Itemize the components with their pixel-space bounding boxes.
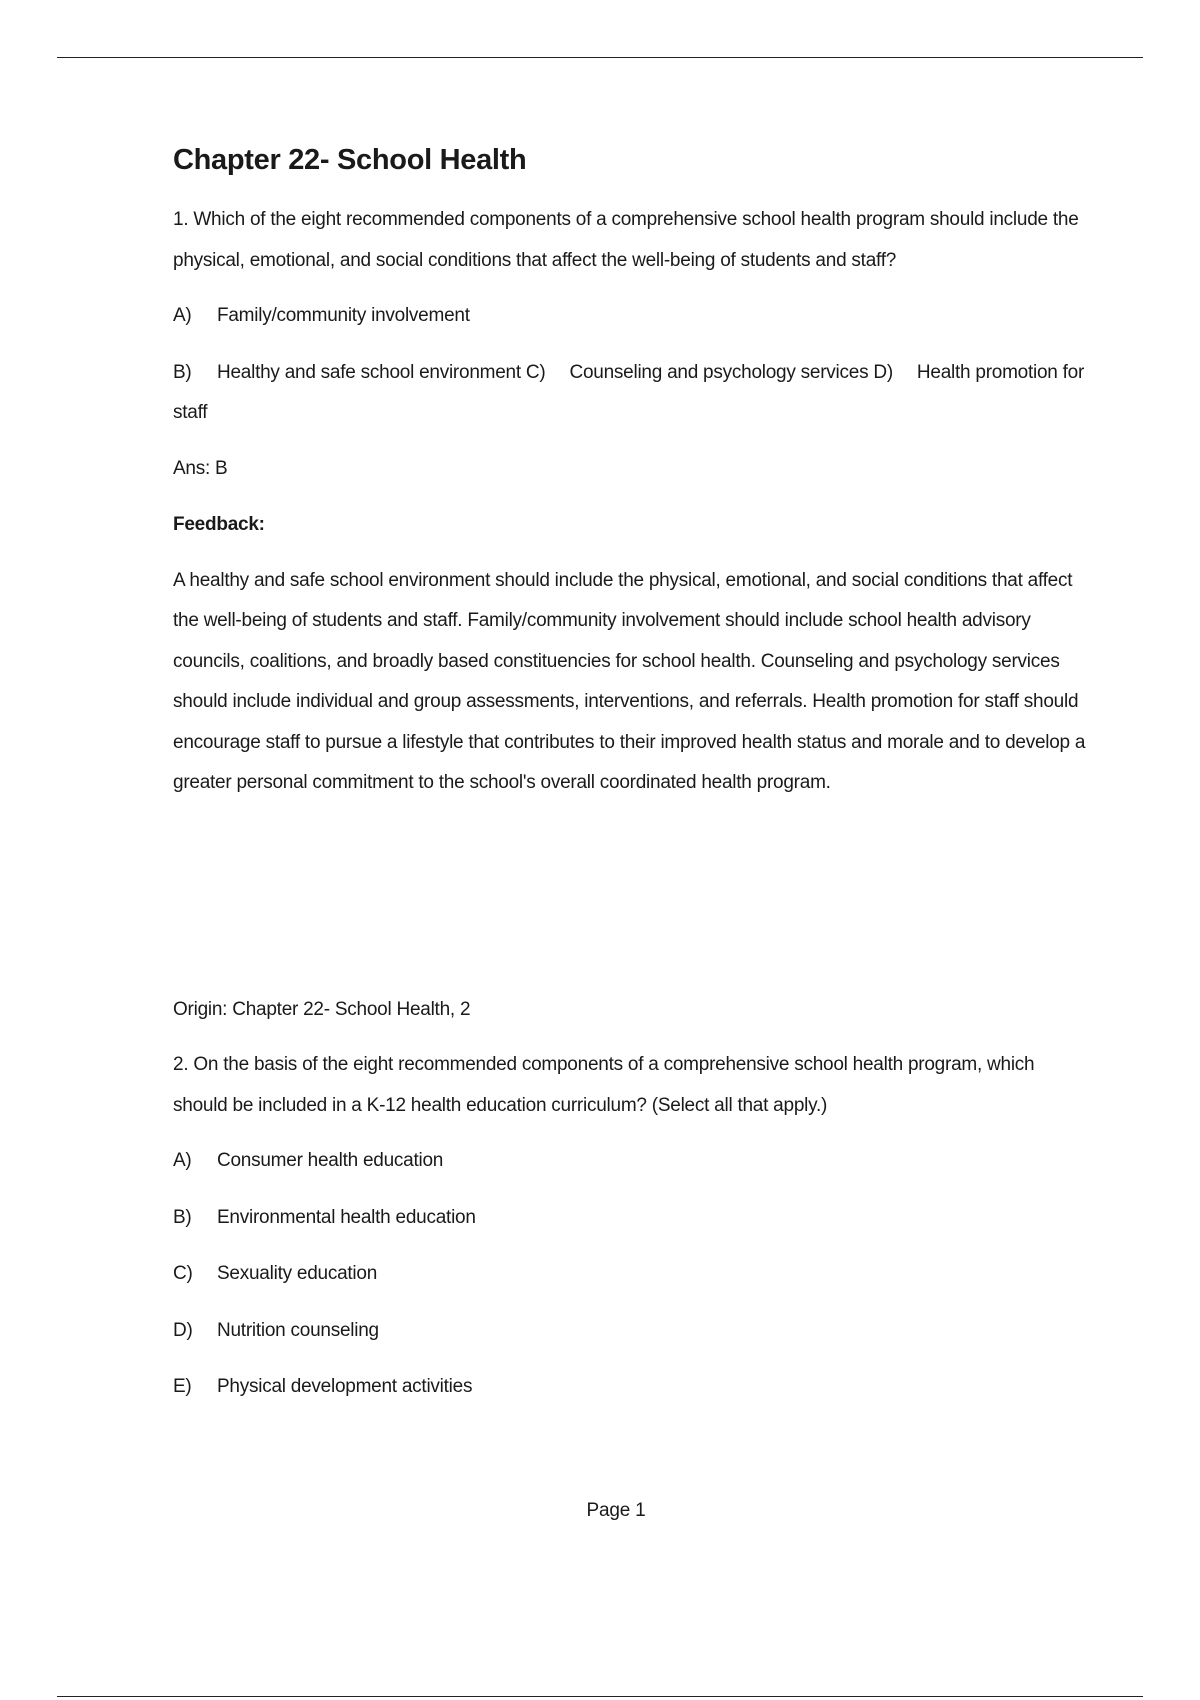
question-1-options-b-to-d [173,353,1093,434]
header-rule [57,57,1143,58]
option-label: C) [173,1263,193,1284]
document-body [173,140,1093,1424]
option-label: C) [525,361,546,383]
page-number: Page 1 [586,1500,646,1521]
option-text: Health promotion for staff [173,361,1085,423]
feedback-text: A healthy and safe school environment should include the physical, emotional, and social conditions that affect the well-being of students and staff. Family/community involvement should include school health advisory councils, coalitions, and broadly based constituencies for school health. Counseling and psychology services should include individual and group assessments, interventions, and referrals. Health promotion for staff should encourage staff to pursue a lifestyle that contributes to their improved health status and morale and to develop a greater personal commitment to the school's overall coordinated health program. [173,569,1086,793]
option-label: B) [173,361,192,383]
chapter-title: Chapter 22- School Health [173,144,527,176]
footer-rule [57,1696,1143,1697]
question-2-option-c [173,1254,1093,1295]
question-1-option-a [173,296,1093,337]
option-text: Healthy and safe school environment [217,361,521,383]
option-text: Physical development activities [217,1376,473,1397]
option-text: Environmental health education [217,1206,476,1228]
question-1-answer: Ans: B [173,457,228,479]
option-label: B) [173,1206,192,1228]
option-label: A) [173,1150,192,1171]
option-label: D) [873,361,893,383]
option-text: Counseling and psychology services [569,361,869,383]
question-2-option-a [173,1141,1093,1182]
option-label: E) [173,1376,192,1397]
option-text: Sexuality education [217,1263,378,1284]
question-2-text: 2. On the basis of the eight recommended components of a comprehensive school health program, which should be included in a K-12 health education curriculum? (Select all that apply.) [173,1054,1035,1116]
question-1-text: 1. Which of the eight recommended components of a comprehensive school health program should include the physical, emotional, and social conditions that affect the well-being of students and staff? [173,209,1079,271]
option-text: Nutrition counseling [217,1319,379,1341]
option-text: Consumer health education [217,1150,444,1171]
option-label: A) [173,305,192,326]
option-label: D) [173,1319,193,1341]
question-1-origin: Origin: Chapter 22- School Health, 2 [173,998,471,1020]
option-text: Family/community involvement [217,305,470,326]
question-2-option-e [173,1367,1093,1408]
question-2-option-b [173,1198,1093,1239]
feedback-label: Feedback: [173,514,265,535]
question-2-option-d [173,1311,1093,1352]
